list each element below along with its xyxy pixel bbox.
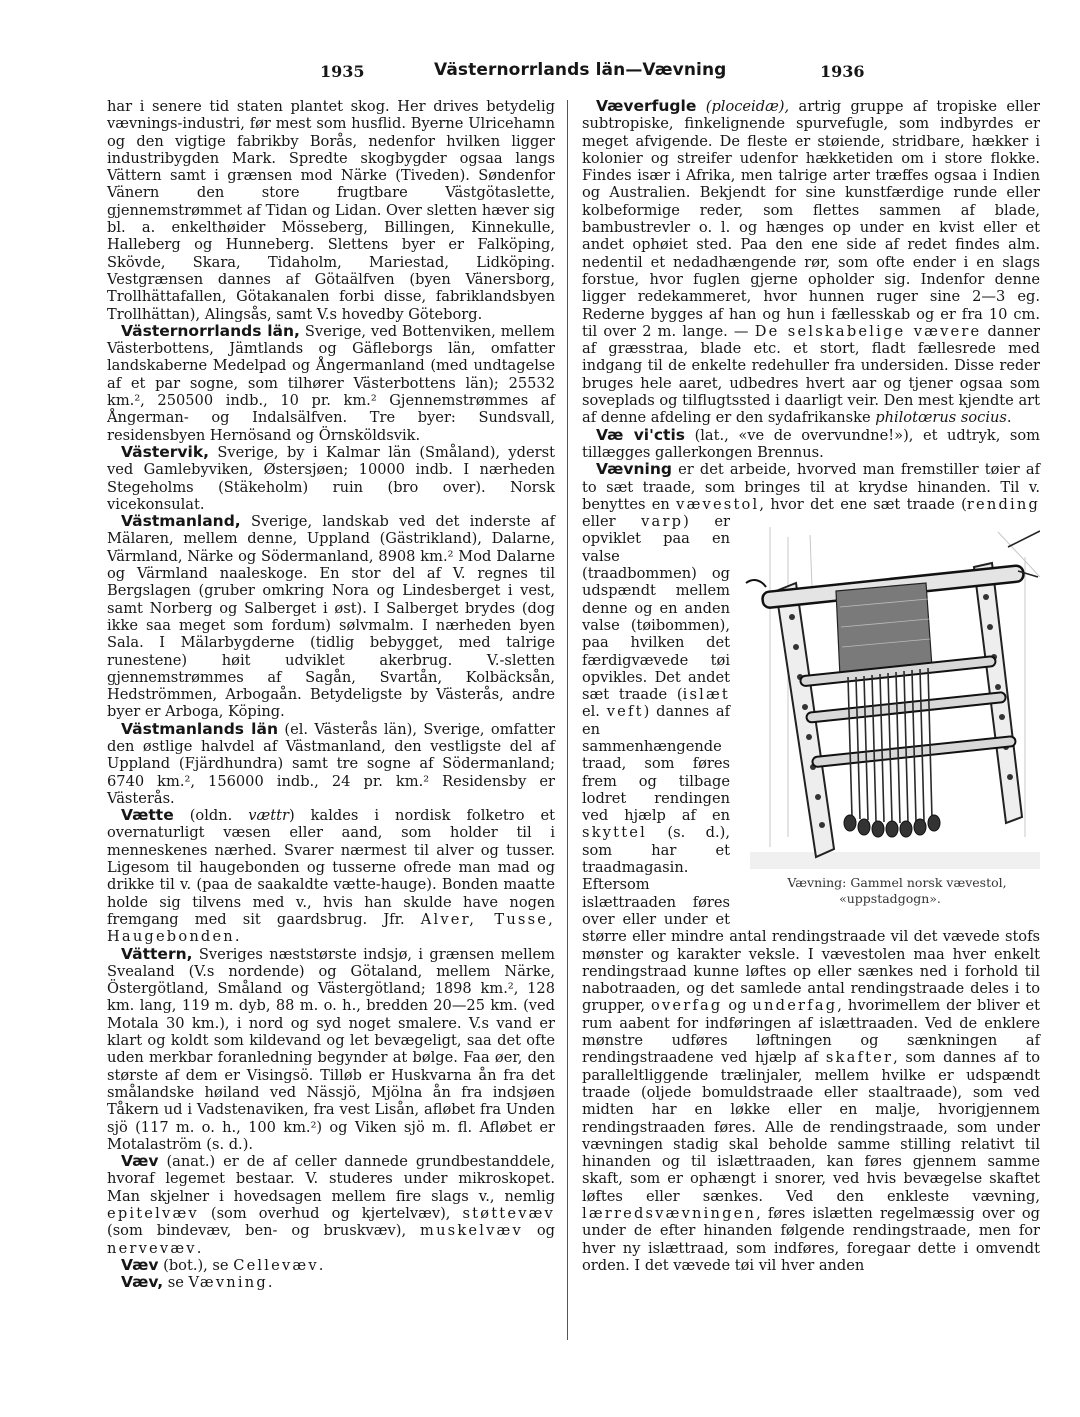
entry-vastmanland [107,513,555,721]
entry-text: ) dannes af en sammenhængende traad, som føres frem og tilbage lodret rendingen ved hjælp af en [582,703,730,825]
entry-text: (som bindevæv, ben- og bruskvæv), [107,1222,421,1240]
entry-text: (oldn. [173,807,249,825]
entry-text: (anat.) er de af celler dannede grundbestanddele, hvoraf legemet bestaar. V. studeres under mikroskopet. Man skjelner i hovedsagen mellem fire slags v., nemlig [107,1153,555,1205]
spaced-term: muskelvæv [420,1222,523,1240]
headword: Västernorrlands län, [121,321,300,340]
headword: Vättern, [121,944,193,963]
entry-text: . [318,1256,324,1274]
loom-figure [740,517,1040,915]
entry-vastervik [107,444,555,513]
spaced-term: epitelvæv [107,1205,199,1222]
right-column [582,98,1040,1274]
italic-term: philotœrus socius [875,409,1007,427]
spaced-term: skyttel [582,824,648,842]
headword: Västmanland, [121,512,241,531]
entry-text: el. [582,703,607,721]
entry-vattern [107,946,555,1154]
entry-text: (som overhud og kjertelvæv), [198,1205,463,1222]
headword: Væv [121,1152,159,1171]
entry-text: (el. Västerås län), Sverige, omfatter den østlige halvdel af Västmanland, den vestligste del af Uppland (Fjärdhundra) samt tre sogne af Södermanland; 6740 km.², 156000 indb., 24 pr. km.² Residensby er Västerås. [107,720,555,807]
spaced-term: rending [966,495,1040,513]
headword: Væ vi'ctis [596,425,686,444]
loom-illustration [740,517,1040,869]
entry-text: . [234,928,240,946]
spaced-term: støttevæv [462,1205,555,1222]
entry-text: og [722,997,753,1015]
entry-text: . [1006,409,1012,427]
spaced-term: lærredsvævningen [582,1205,757,1222]
page-number-right: 1936 [820,62,865,81]
headword: Västervik, [121,442,210,461]
continued-paragraph: har i senere tid staten plantet skog. Her drives betydelig vævnings-industri, før mest som husflid. Byerne Ulricehamn og den vigtige fabrikby Borås, nedenfor hvilken ligger industribygden Mark. Spredte skogbygder ogsaa langs Vättern samt i grænsen mod Närke (Tiveden). Søndenfor Vänern den store frugtbare Västgötaslette, gjennemstrømmet af Tidan og Lidan. Over sletten hæver sig bl. a. enkelthøider Mösseberg, Billingen, Kinnekulle, Halleberg og Hunneberg. Slettens byer er Falköping, Skövde, Skara, Tidaholm, Mariestad, Lidköping. Vestgrænsen dannes af Götaälfven (byen Vänersborg, Trollhättafallen, Götakanalen forbi disse, fabriklandsbyen Trollhättan), Alingsås, samt V.s hovedby Göteborg. [107,98,555,323]
entry-text: Sverige, ved Bottenviken, mellem Västerbottens, Jämtlands og Gäfleborgs län, omfatter landskaberne Medelpad og Ångermanland (med undtagelse af et par sogne, som tilhører Västerbottens län); 25532 km.², 250500 indb., 10 pr. km.² Gjennemstrømmes af Ångerman- og Indalsälfven. Tre byer: Sundsvall, residensbyen Hernösand og Örnsköldsvik. [107,322,555,444]
headword: Væv [121,1255,159,1274]
running-header [100,62,1040,88]
entry-text: , hvor det ene sæt traade ( [759,495,967,513]
entry-vaev-ref [107,1274,555,1291]
entry-text: (bot.), se [158,1256,234,1274]
figure-caption-line-1: Vævning: Gammel norsk vævestol, [787,875,1007,891]
cross-reference: Alver, Tusse, Haugebonden [107,910,555,946]
entry-text: ) kaldes i nordisk folketro et overnaturligt væsen eller aand, som holder til i menneskenes nærhed. Svarer nærmest til alver og tusser. Ligesom til haugebonden og tusserne ofrede man mad og drikke til v. (paa de saakaldte vætte-hauge). Bonden maatte holde sig tilvens med v., hvis han skulde have nogen fremgang med sit gaardsbrug. Jfr. [107,807,555,928]
spaced-term: varp [641,513,684,531]
entry-text: , hvorimellem der bliver et rum aabent for indføringen af islættraaden. Ved de enklere mønstre udføres løftningen og sænkningen af rendingstraadene ved hjælp af [582,997,1040,1067]
entry-text: er det arbeide, hvorved man fremstiller tøier af to sæt traade, som bringes til at krydse hinanden. Til v. benyttes en [582,461,1040,513]
spaced-term: overfag [650,997,723,1015]
entry-vaev-anat [107,1153,555,1257]
entry-text: Sverige, by i Kalmar län (Småland), yderst ved Gamlebyviken, Østersjøen; 10000 indb. I nærheden Stegeholms (Stäkeholm) ruin (bro over). Norsk vicekonsulat. [107,443,555,513]
headword: Vævning [596,460,672,479]
entry-vaevning [582,461,1040,1274]
entry-text: , føres islætten regelmæssig over og under de efter hinanden følgende rendingstraade, men for hver ny islættraad, som indføres, foregaar dette i omvendt orden. I det vævede tøi vil hver anden [582,1205,1040,1274]
entry-vae-victis [582,427,1040,462]
entry-text: Sveriges næststørste indsjø, i grænsen mellem Svealand (V.s nordende) og Götaland, mellem Närke, Östergötland, Småland og Västergötland; 1898 km.², 128 km. lang, 119 m. dyb, 88 m. o. h., bredden 20—25 km. (ved Motala 30 km.), i nord og syd noget smalere. V.s vand er klart og koldt som kildevand og let bevægeligt, saa det ofte uden merkbar foranledning begynder at bølge. Faa øer, den største af dem er Visingsö. Tilløb er Huskvarna ån fra det smålandske høiland ved Nässjö, Mjölna ån fra indsjøen Tåkern ud i Vadstenaviken, fra vest Lisån, afløbet fra Unden sjö (117 m. o. h., 100 km.²) og Viken sjö m. fl. Afløbet er Motalaström (s. d.). [107,945,555,1153]
entry-text: ) er opviklet paa en valse (traadbommen) og udspændt mellem denne og en anden valse (tøibommen), paa hvilken det færdigvævede tøi opvikles. Det andet sæt traade ( [582,513,730,704]
entry-text: . [267,1274,273,1292]
figure-caption-line-2: «uppstadgogn». [839,891,941,907]
entry-text: og [522,1222,555,1240]
headword: Væv, [121,1273,164,1292]
page-number-left: 1935 [320,62,365,81]
entry-text: Sverige, landskab ved det inderste af Mälaren, mellem denne, Uppland (Gästrikland), Dalarne, Värmland, Närke og Södermanland, 8908 km.² Mod Dalarne og Värmland naaleskoge. En stor del af V. regnes til Bergslagen (gruber omkring Nora og Lindesberget i vest, samt Norberg og Salberget i øst). I Salberget brydes (dog ikke saa meget som fordum) sølvmalm. I nærheden byen Sala. I Mälarbygderne (tidlig bebygget, med talrige runestene) høit udviklet akerbrug. V.-sletten gjennemstrømmes af Sagån, Svartån, Kolbäcksån, Hedströmmen, Arbogaån. Betydeligste by Västerås, andre byer er Arboga, Köping. [107,513,555,721]
cross-reference: Cellevæv [233,1256,319,1274]
headword: Vætte [121,806,174,825]
italic-term: (ploceidæ), [696,98,790,115]
spaced-term: vævestol [676,495,760,513]
entry-vasternorrlands-lan [107,323,555,444]
entry-text: , som dannes af to paralleltliggende trælinjaler, mellem hvilke er udspændt traade (oljede bomuldstraade eller staaltraade), som ved midten har en løkke eller en malje, hvorigjennem rendingstraaden føres. Alle de rendingstraade, som under vævningen stadig skal beholde samme stilling relativt til hinanden og til islættraaden, kan føres gjennem samme skaft, som er ophængt i snorer, ved hvis bevægelse skaftet løftes eller sænkes. Ved den enkleste vævning, [582,1049,1041,1205]
spaced-term: islæt [682,686,730,704]
entry-text: (s. d.), som har et traadmagasin. Eftersom islættraaden føres over eller under et større eller mindre antal rendingstraade vil det vævede stofs mønster og karakter veksle. I vævestolen maa hver enkelt rendingstraad kunne løftes op eller sænkes ned i forhold til nabotraaden, og det samlede antal rendingstraade deles i to grupper, [582,824,1040,1015]
column-rule [567,100,568,1340]
entry-vaeverfugle [582,98,1040,427]
left-column [107,98,555,1291]
headword: Västmanlands län [121,719,278,738]
entry-text: danner af græsstraa, blade etc. et stort, fladt fællesrede med indgang til de enkelte redehuller fra undersiden. Disse reder bruges hele aaret, udbedres hvert aar og tjener ogsaa som soveplads og tilflugtssted i daarligt veir. Den mest kjendte art af denne afdeling er den sydafrikanske [582,322,1041,427]
spaced-term: De selskabelige vævere [754,322,982,340]
entry-vaette [107,807,555,945]
spaced-term: veft [606,703,644,721]
entry-text: se [163,1274,189,1292]
entry-text: eller [582,513,642,531]
spaced-term: nervevæv [107,1239,197,1257]
entry-vastmanlands-lan [107,721,555,807]
italic-term: vættr [248,807,289,825]
spaced-term: underfag [752,997,838,1015]
running-title: Västernorrlands län—Vævning [434,60,727,80]
entry-text: (lat., «ve de overvundne!»), et udtryk, som tillægges gallerkongen Brennus. [582,426,1041,461]
cross-reference: Vævning [188,1274,268,1292]
spaced-term: skafter [825,1049,894,1067]
figure-caption [740,875,1040,907]
headword: Væverfugle [596,97,697,115]
entry-text: . [196,1239,202,1257]
entry-text: artrig gruppe af tropiske eller subtropiske, finkelignende spurvefugle, som indbyrdes er meget afvigende. De fleste er støiende, stridbare, hækker i kolonier og streifer udenfor hækketiden om i store flokke. Findes især i Afrika, men talrige arter træffes ogsaa i Indien og Australien. Bekjendt for sine kunstfærdige runde eller kolbeformige reder, som flettes sammen af blade, bambustrevler o. l. og hænges op under en kvist eller et andet ophøiet sted. Paa den ene side af redet findes alm. nedentil et nedadhængende rør, som ofte ender i en slags forstue, hvor fuglen gjerne opholder sig. Indenfor denne ligger redekammeret, hvor hunnen ruger sine 2—3 eg. Rederne bygges af han og hun i fællesskab og er fra 10 cm. til over 2 m. lange. — [582,98,1040,340]
entry-vaev-bot [107,1257,555,1274]
